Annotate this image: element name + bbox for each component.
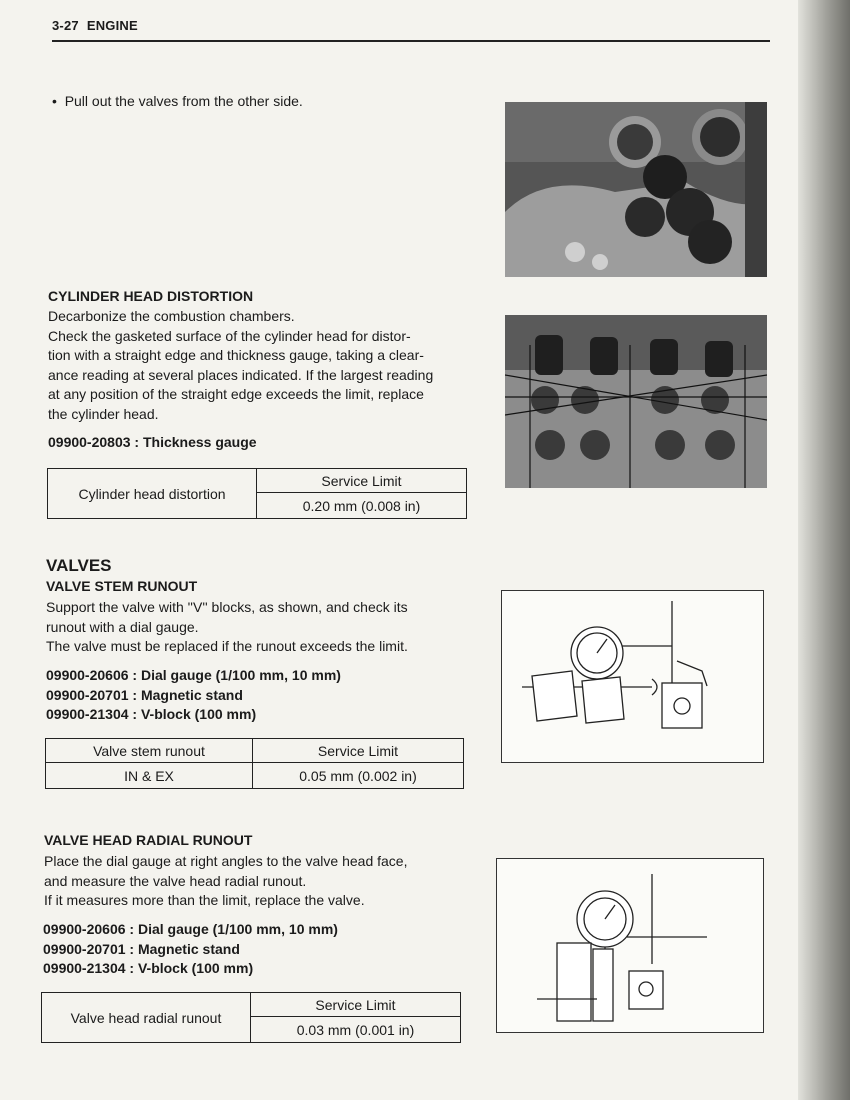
text-line: Decarbonize the combustion chambers.	[48, 308, 295, 324]
text-line: runout with a dial gauge.	[46, 618, 199, 635]
bullet-dot: •	[52, 93, 65, 109]
spec-header-cell: Service Limit	[251, 993, 461, 1017]
header-rule	[52, 40, 770, 42]
valve-head-radial-runout-heading: VALVE HEAD RADIAL RUNOUT	[44, 832, 253, 848]
valve-head-spec-table	[41, 992, 461, 1043]
section-title: ENGINE	[86, 18, 138, 33]
spec-value-cell: 0.03 mm (0.001 in)	[251, 1017, 461, 1043]
valve-head-runout-figure	[496, 858, 764, 1033]
spec-header-cell: Service Limit	[253, 739, 464, 763]
text-line: Check the gasketed surface of the cylinder head for distor-	[48, 327, 411, 344]
cylinder-head-distortion-heading: CYLINDER HEAD DISTORTION	[48, 288, 254, 304]
tool-line: 09900-20606 : Dial gauge (1/100 mm, 10 mm)	[43, 921, 338, 937]
spec-item-header-cell: Valve stem runout	[46, 739, 253, 763]
spec-item-cell: IN & EX	[46, 763, 253, 789]
tool-line: 09900-20606 : Dial gauge (1/100 mm, 10 mm)	[46, 667, 341, 683]
cylinder-head-image	[505, 315, 767, 488]
valve-stem-runout-illustration	[502, 591, 763, 762]
text-line: the cylinder head.	[48, 405, 159, 422]
tool-line: 09900-20701 : Magnetic stand	[43, 940, 240, 957]
page-number: 3-27	[52, 18, 79, 33]
text-line: If it measures more than the limit, replace the valve.	[44, 892, 365, 908]
valve-head-tools	[43, 920, 338, 979]
page-edge-shadow	[798, 0, 850, 1100]
tool-line: 09900-21304 : V-block (100 mm)	[43, 960, 254, 976]
spec-value-cell: 0.05 mm (0.002 in)	[253, 763, 464, 789]
cylinder-head-photo	[505, 315, 767, 488]
thickness-gauge-tool: 09900-20803 : Thickness gauge	[48, 434, 257, 450]
valve-stem-runout-figure	[501, 590, 764, 763]
bullet-text: Pull out the valves from the other side.	[64, 93, 303, 109]
text-line: tion with a straight edge and thickness gauge, taking a clear-	[48, 347, 424, 363]
bullet-item	[52, 92, 303, 112]
spec-item-cell: Cylinder head distortion	[48, 469, 257, 519]
text-line: The valve must be replaced if the runout exceeds the limit.	[46, 638, 408, 654]
spec-item-cell: Valve head radial runout	[42, 993, 251, 1043]
text-line: at any position of the straight edge exceeds the limit, replace	[48, 386, 424, 402]
valves-heading: VALVES	[46, 556, 112, 575]
spec-value-cell: 0.20 mm (0.008 in)	[257, 493, 467, 519]
text-line: Support the valve with ''V'' blocks, as shown, and check its	[46, 599, 408, 615]
cylinder-head-spec-table	[47, 468, 467, 519]
valve-stem-spec-table	[45, 738, 464, 789]
text-line: ance reading at several places indicated. If the largest reading	[48, 366, 434, 383]
text-line: and measure the valve head radial runout.	[44, 872, 307, 889]
tool-line: 09900-21304 : V-block (100 mm)	[46, 706, 257, 722]
valve-head-paragraph	[44, 852, 407, 911]
spec-header-cell: Service Limit	[257, 469, 467, 493]
valve-stem-runout-heading: VALVE STEM RUNOUT	[46, 578, 198, 594]
text-line: Place the dial gauge at right angles to the valve head face,	[44, 853, 408, 869]
valve-removal-image	[505, 102, 767, 277]
valve-removal-photo	[505, 102, 767, 277]
cylinder-head-paragraph	[48, 307, 433, 424]
tool-line: 09900-20701 : Magnetic stand	[46, 686, 243, 703]
valve-stem-paragraph	[46, 598, 408, 657]
valve-head-runout-illustration	[497, 859, 763, 1032]
valve-stem-tools	[46, 666, 341, 725]
page-header	[52, 18, 138, 33]
